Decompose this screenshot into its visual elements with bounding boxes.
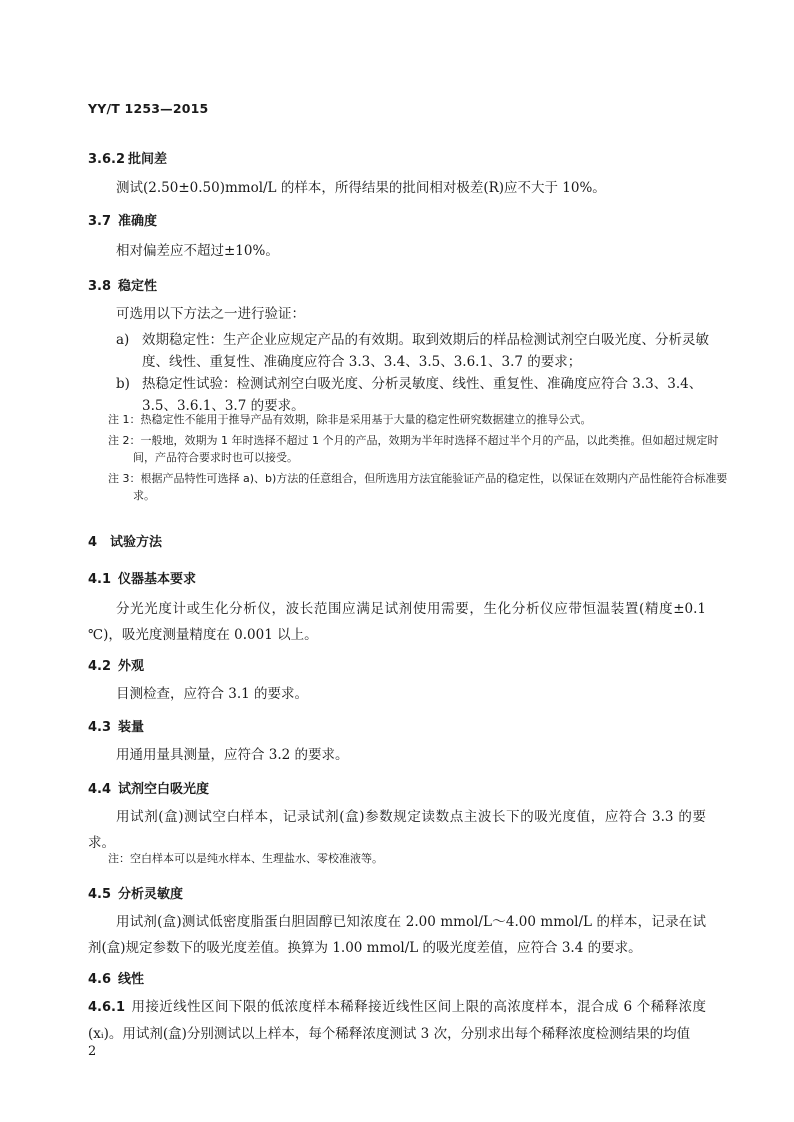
section-title: 仪器基本要求 [118, 572, 197, 587]
section-number: 3.7 [88, 214, 112, 229]
paragraph-3-8-intro: 可选用以下方法之一进行验证： [116, 306, 305, 322]
paragraph-3-7: 相对偏差应不超过±10%。 [116, 243, 279, 259]
section-number: 4.1 [88, 572, 112, 587]
section-heading-3-6-2 [88, 148, 167, 167]
section-heading-4-5 [88, 883, 183, 902]
paragraph-3-6-2: 测试(2.50±0.50)mmol/L 的样本，所得结果的批间相对极差(R)应不大于 10%。 [116, 180, 606, 196]
note-text: 根据产品特性可选择 a)、b)方法的任意组合，但所选用方法宜能验证产品的稳定性，以保证在效期内产品性能符合标准要求。 [133, 472, 728, 502]
section-number: 4.2 [88, 659, 112, 674]
section-heading-4-3 [88, 716, 144, 735]
paragraph-4-4: 用试剂(盒)测试空白样本，记录试剂(盒)参数规定读数点主波长下的吸光度值，应符合 3.3 的要求。 [88, 809, 706, 851]
section-heading-4-1 [88, 568, 196, 587]
section-title: 外观 [118, 659, 145, 674]
note-text: 一般地，效期为 1 年时选择不超过 1 个月的产品，效期为半年时选择不超过半个月的产品，以此类推。但如超过规定时间，产品符合要求时也可以接受。 [133, 434, 719, 464]
section-title: 准确度 [118, 214, 158, 229]
note [108, 411, 731, 428]
section-number: 4.6.1 [88, 1000, 126, 1015]
note [108, 432, 731, 466]
note: 注：空白样本可以是纯水样本、生理盐水、零校准液等。 [108, 852, 383, 865]
list-item-text: 热稳定性试验：检测试剂空白吸光度、分析灵敏度、线性、重复性、准确度应符合 3.3、3.4、3.5、3.6.1、3.7 的要求。 [142, 376, 703, 414]
section-title: 线性 [118, 972, 145, 987]
note [108, 470, 731, 504]
section-title: 试剂空白吸光度 [118, 782, 210, 797]
list-item-text: 效期稳定性：生产企业应规定产品的有效期。取到效期后的样品检测试剂空白吸光度、分析灵敏度、线性、重复性、准确度应符合 3.3、3.4、3.5、3.6.1、3.7 的要求； [142, 332, 709, 370]
section-number: 4.4 [88, 782, 112, 797]
section-title: 分析灵敏度 [118, 887, 184, 902]
paragraph-4-6-1 [88, 994, 706, 1047]
paragraph-4-1: 分光光度计或生化分析仪，波长范围应满足试剂使用需要，生化分析仪应带恒温装置(精度±0.1 ℃)，吸光度测量精度在 0.001 以上。 [88, 601, 706, 643]
chapter-title: 试验方法 [110, 535, 163, 550]
chapter-heading-4 [88, 531, 162, 550]
standard-code: YY/T 1253—2015 [88, 101, 209, 116]
paragraph-4-3: 用通用量具测量，应符合 3.2 的要求。 [116, 747, 349, 763]
list-item-label: b) [116, 376, 130, 392]
paragraph-4-5: 用试剂(盒)测试低密度脂蛋白胆固醇已知浓度在 2.00 mmol/L～4.00 mmol/L 的样本，记录在试剂(盒)规定参数下的吸光度差值。换算为 1.00 mmol/L 的吸光度差值，应符合 3.4 的要求。 [88, 914, 706, 956]
note-text: 热稳定性不能用于推导产品有效期，除非是采用基于大量的稳定性研究数据建立的推导公式。 [140, 413, 592, 426]
section-heading-3-7 [88, 210, 157, 229]
section-heading-4-2 [88, 655, 144, 674]
section-number: 3.8 [88, 279, 112, 294]
section-heading-3-8 [88, 275, 157, 294]
paragraph-text: 用接近线性区间下限的低浓度样本稀释接近线性区间上限的高浓度样本，混合成 6 个稀释浓度(xᵢ)。用试剂(盒)分别测试以上样本，每个稀释浓度测试 3 次，分别求出每个稀释浓度检测结果的均值 [88, 999, 706, 1042]
note-label: 注 1： [108, 413, 141, 426]
section-title: 批间差 [128, 152, 168, 167]
section-number: 4.6 [88, 972, 112, 987]
section-title: 稳定性 [118, 279, 158, 294]
page-number: 2 [88, 1044, 97, 1059]
note-label: 注 2： [108, 434, 141, 447]
section-number: 4.5 [88, 887, 112, 902]
section-number: 4.3 [88, 720, 112, 735]
list-item [116, 329, 732, 373]
note-label: 注 3： [108, 472, 141, 485]
section-heading-4-4 [88, 778, 209, 797]
section-heading-4-6 [88, 968, 144, 987]
paragraph-4-2: 目测检查，应符合 3.1 的要求。 [116, 686, 309, 702]
list-item-label: a) [116, 332, 130, 348]
section-number: 3.6.2 [88, 152, 126, 167]
section-title: 装量 [118, 720, 145, 735]
chapter-number: 4 [88, 535, 98, 550]
